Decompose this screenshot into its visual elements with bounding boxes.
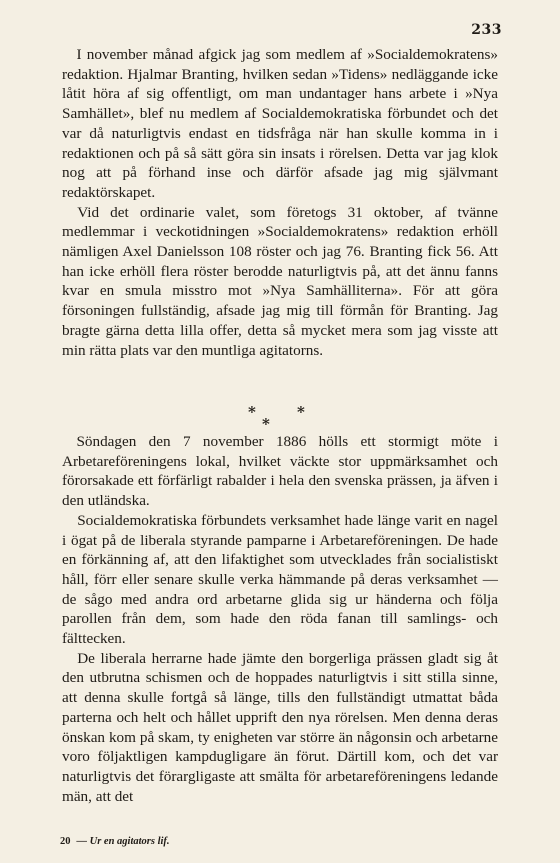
paragraph: Vid det ordinarie valet, som företogs 31 oktober, af tvänne medlemmar i veckotidningen »Socialdemokratens» redaktion erhöll nämligen Axel Danielsson 108 röster och jag 76. Branting fick 56. Att han icke erhöll flera röster berodde naturligtvis på, att det ännu fanns kvar en smula misstro mot »Nya Samhälliterna». För att göra försoningen fullständig, afsade jag mig till förmån för Branting. Jag bragte gärna detta lilla offer, detta så mycket mera som jag visste att min rätta plats var den muntliga agitatorns. (62, 203, 498, 359)
section-break-asterism (0, 403, 560, 433)
paragraph: I november månad afgick jag som medlem af »Socialdemokratens» redaktion. Hjalmar Branting, hvilken sedan »Tidens» nedläggande icke låtit höra af sig offentligt, om man undantager hans arbete i »Nya Samhället», blef nu medlem af Socialdemokratiska förbundet och det var då naturligtvis endast en tidsfråga när han skulle komma in i redaktionen och på så sätt göra sin insats i rörelsen. Detta var jag klok nog att på förhand inse och därför afsade jag mig självmant redaktörskapet. (62, 46, 498, 201)
asterisk: * (262, 415, 270, 433)
paragraph: Socialdemokratiska förbundets verksamhet hade länge varit en nagel i ögat på de liberala styrande pamparne i Arbetareföreningen. De hade en förkänning af, att den lifaktighet som utvecklades från socialistiskt håll, förr eller senare skulle verka hämmande på deras verksamhet — de sågo med andra ord arbetarne glida sig ur händerna och följa parollen från dem, som hade den röda fanan till samlings- och fälttecken. (62, 511, 498, 648)
footer-signature-line (60, 836, 170, 847)
text-section-first (62, 45, 498, 360)
signature-mark: 20 (60, 836, 71, 847)
asterisk: * (297, 403, 305, 421)
paragraph: De liberala herrarne hade jämte den borgerliga prässen gladt sig åt den utbrutna schismen och de hoppades naturligtvis i sitt stilla sinne, att denna skulle fortgå så länge, tills den fullständigt utmattat båda parterna och helt och hållet upprift den nya rörelsen. Men denna deras önskan kom på skam, ty enigheten var större än någonsin och arbetarne voro följaktligen kampdugligare än förut. Därtill kom, och det var naturligtvis det förargligaste att smälta för arbetareföreningens ledande män, att det (62, 649, 498, 805)
text-section-second (62, 432, 498, 806)
asterisk: * (248, 403, 256, 421)
running-footer-title: — Ur en agitators lif. (76, 836, 170, 847)
paragraph: Söndagen den 7 november 1886 hölls ett stormigt möte i Arbetareföreningens lokal, hvilket väckte stor uppmärksamhet och förorsakade ett förfärligt rabalder i hela den svenska prässen, ja äfven i den utländska. (62, 433, 498, 510)
page-number: 233 (471, 22, 502, 38)
